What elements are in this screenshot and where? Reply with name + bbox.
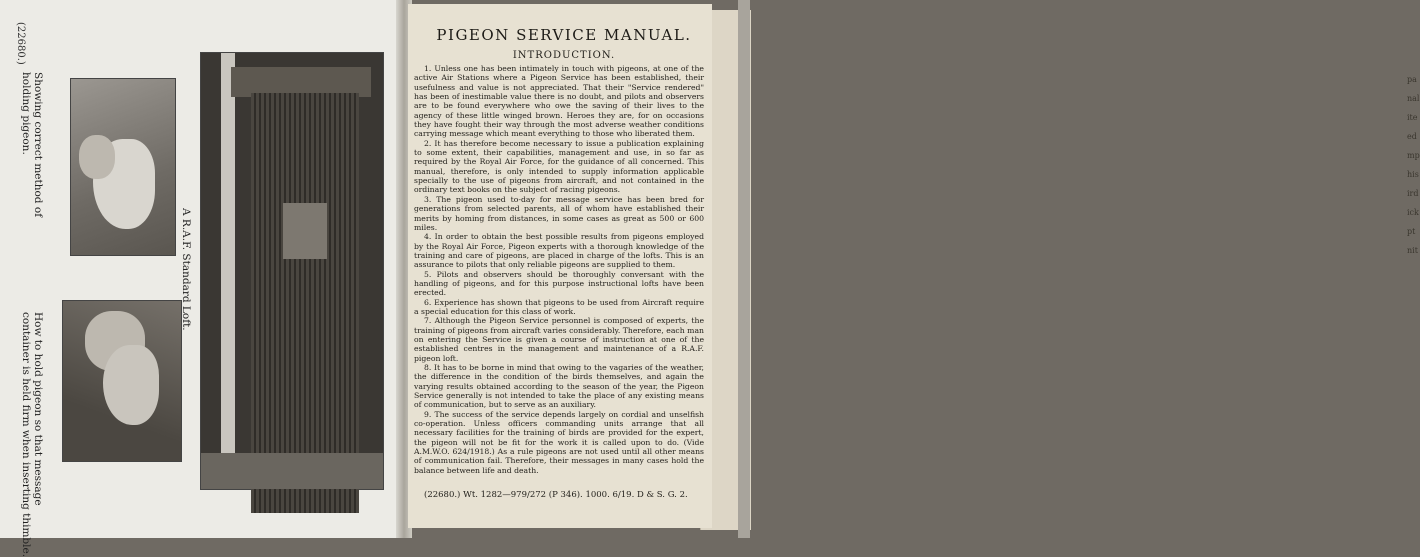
caption-loft: A R.A.F. Standard Loft.: [180, 208, 192, 331]
underlying-page-text: pa nal ite ed mp his ird ick pt nit: [1407, 75, 1420, 255]
photo-holding-pigeon: [70, 78, 176, 256]
paragraph-3: 3. The pigeon used to-day for message service has been bred for generations from selected parents, all of whom have established their merits by homing from distances, in some cases as great as 500 or 600 miles.: [414, 194, 704, 232]
caption-message-line1: How to hold pigeon so that message: [32, 312, 44, 506]
paragraph-8: 8. It has to be borne in mind that owing to the vagaries of the weather, the difference in the condition of the birds themselves, and again the varying results obtained according to the season of the year, the Pigeon Service generally is not intended to take the place of any existing means of communication, but to serve as an auxiliary.: [414, 363, 704, 410]
introduction-body: [414, 64, 704, 475]
paragraph-4: 4. In order to obtain the best possible results from pigeons employed by the Royal Air Force, Pigeon experts with a thorough knowledge of the training and care of pigeons, are placed in charge of the lofts. This is an assurance to pilots that only reliable pigeons are supplied to them.: [414, 232, 704, 270]
book-edge: [738, 0, 750, 538]
paragraph-9: 9. The success of the service depends largely on cordial and unselfish co-operation. Unless officers commanding units arrange that all necessary facilities for the training of birds are provided for the expert, the pigeon will not be fit for the work it is called upon to do. (Vide A.M.W.O. 624/1918.) As a rule pigeons are not used until all other means of communication fail. Therefore, their messages in many cases hold the balance between life and death.: [414, 409, 704, 475]
caption-holding-line2: holding pigeon.: [20, 72, 32, 155]
photo-message-container: [62, 300, 182, 462]
caption-holding-line1: Showing correct method of: [32, 72, 44, 218]
left-page: [0, 0, 404, 557]
loft-ground: [201, 453, 383, 489]
paragraph-7: 7. Although the Pigeon Service personnel is composed of experts, the training of pigeons from aircraft varies considerably. Therefore, each man on entering the Service is given a course of instruction at one of the established centres in the management and maintenance of a R.A.F. pigeon loft.: [414, 316, 704, 363]
caption-message-line2: container is held firm when inserting thimble.: [20, 312, 32, 557]
introduction-heading: INTRODUCTION.: [512, 50, 616, 61]
paragraph-5: 5. Pilots and observers should be thoroughly conversant with the handling of pigeons, and for this purpose instructional lofts have been erected.: [414, 269, 704, 298]
manual-title: PIGEON SERVICE MANUAL.: [436, 26, 692, 44]
wall-light-strip: [221, 53, 235, 489]
print-footer: (22680.) Wt. 1282—979/272 (P 346). 1000. 6/19. D & S. G. 2.: [424, 490, 688, 500]
paragraph-1: 1. Unless one has been intimately in touch with pigeons, at one of the active Air Stations where a Pigeon Service has been established, their usefulness and value is not appreciated. That their "Service rendered" has been of inestimable value there is no doubt, and pilots and observers are to be found everywhere who owe the saving of their lives to the agency of these little winged brown. Heroes they are, for on occasions they have fought their way through the most adverse weather conditions carrying message which meant everything to those who liberated them.: [414, 64, 704, 139]
paragraph-2: 2. It has therefore become necessary to issue a publication explaining to some extent, their capabilities, management and use, in so far as required by the Royal Air Force, for the guidance of all concerned. This manual, therefore, is only intended to supply information applicable specially to the use of pigeons from aircraft, and not contained in the ordinary text books on the subject of racing pigeons.: [414, 138, 704, 195]
plate-number: (22680.): [15, 22, 26, 65]
hand-image: [79, 135, 115, 179]
photo-standard-loft: [200, 52, 384, 490]
paragraph-6: 6. Experience has shown that pigeons to be used from Aircraft require a special education for this class of work.: [414, 297, 704, 316]
loft-wall: [251, 93, 359, 513]
loft-door: [283, 203, 327, 259]
pigeon-image: [103, 345, 159, 425]
